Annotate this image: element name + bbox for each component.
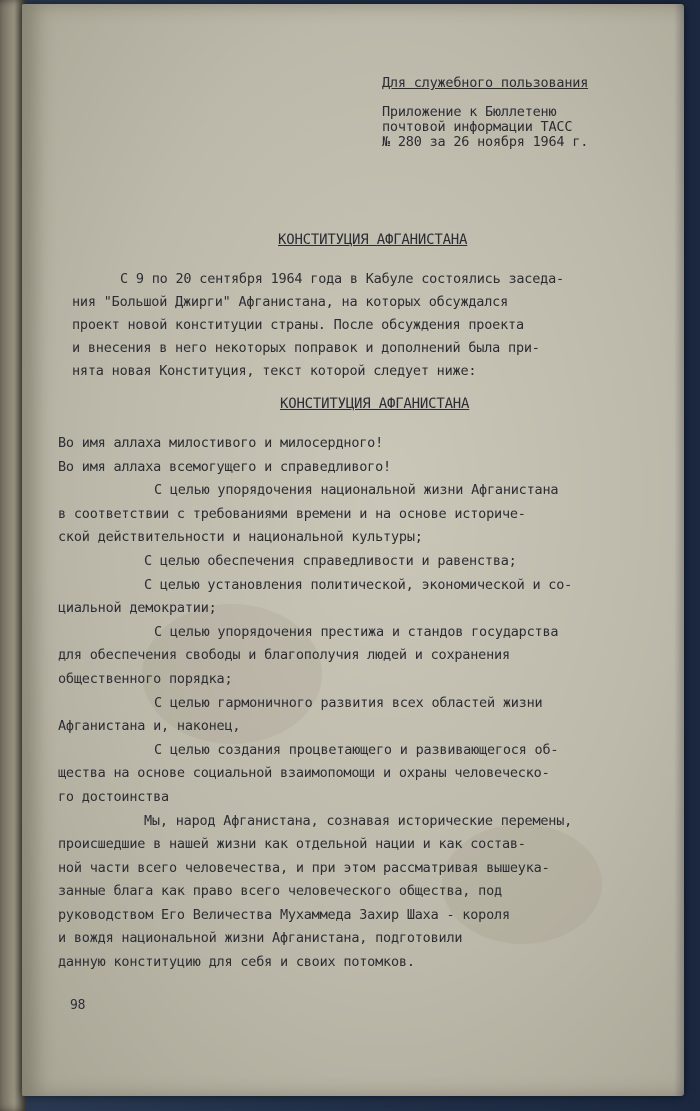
document-page	[22, 4, 684, 1096]
text-line: С целью создания процветающего и развивающегося об-	[154, 741, 559, 758]
text-line: щества на основе социальной взаимопомощи и охраны человеческо-	[58, 765, 550, 782]
text-line: проект новой конституции страны. После обсуждения проекта	[72, 317, 524, 333]
text-line: ния "Большой Джирги" Афганистана, на которых обсуждался	[72, 294, 509, 310]
text-line: в соответствии с требованиями времени и на основе историче-	[58, 505, 526, 522]
annex-line: почтовой информации ТАСС	[382, 119, 573, 135]
text-line: С целью гармоничного развития всех областей жизни	[154, 694, 543, 711]
page-number: 98	[70, 998, 86, 1013]
text-line: занные блага как право всего человеческого общества, под	[58, 883, 502, 900]
text-line: Во имя аллаха милостивого и милосердного!	[58, 435, 384, 451]
text-line: общественного порядка;	[58, 670, 233, 687]
text-line: С целью упорядочения национальной жизни Афганистана	[154, 482, 559, 499]
document-title: КОНСТИТУЦИЯ АФГАНИСТАНА	[278, 232, 468, 248]
text-line: руководством Его Величества Мухаммеда Захир Шаха - короля	[58, 906, 510, 923]
text-line: для обеспечения свободы и благополучия людей и сохранения	[58, 647, 510, 664]
text-line: го достоинства	[58, 788, 169, 805]
intro-paragraph	[72, 268, 564, 383]
text-line: С целью упорядочения престижа и стандов государства	[154, 623, 559, 640]
text-line: Афганистана и, наконец,	[58, 718, 241, 735]
text-line: и вождя национальной жизни Афганистана, подготовили	[58, 930, 463, 947]
header-block	[382, 76, 588, 150]
constitution-title: КОНСТИТУЦИЯ АФГАНИСТАНА	[280, 396, 470, 412]
annex-line: № 280 за 26 ноября 1964 г.	[382, 134, 589, 150]
text-line: происшедшие в нашей жизни как отдельной нации и как состав-	[58, 836, 526, 853]
text-line: С целью обеспечения справедливости и равенства;	[144, 552, 517, 569]
text-line: Мы, народ Афганистана, сознавая исторические перемены,	[144, 812, 573, 829]
text-line: данную конституцию для себя и своих потомков.	[58, 954, 415, 971]
text-line: ной части всего человечества, и при этом рассматривая вышеука-	[58, 859, 550, 876]
text-line: и внесения в него некоторых поправок и дополнений была при-	[72, 340, 540, 356]
text-line: ской действительности и национальной культуры;	[58, 529, 423, 546]
annex-line: Приложение к Бюллетеню	[382, 104, 557, 120]
text-line: циальной демократии;	[58, 600, 217, 617]
text-line: нята новая Конституция, текст которой следует ниже:	[72, 363, 477, 379]
constitution-preamble	[58, 432, 572, 975]
text-line: С 9 по 20 сентября 1964 года в Кабуле состоялись заседа-	[120, 271, 564, 287]
text-line: С целью установления политической, экономической и со-	[144, 576, 573, 593]
text-line: Во имя аллаха всемогущего и справедливого!	[58, 458, 391, 475]
restricted-note: Для служебного пользования	[382, 75, 589, 91]
